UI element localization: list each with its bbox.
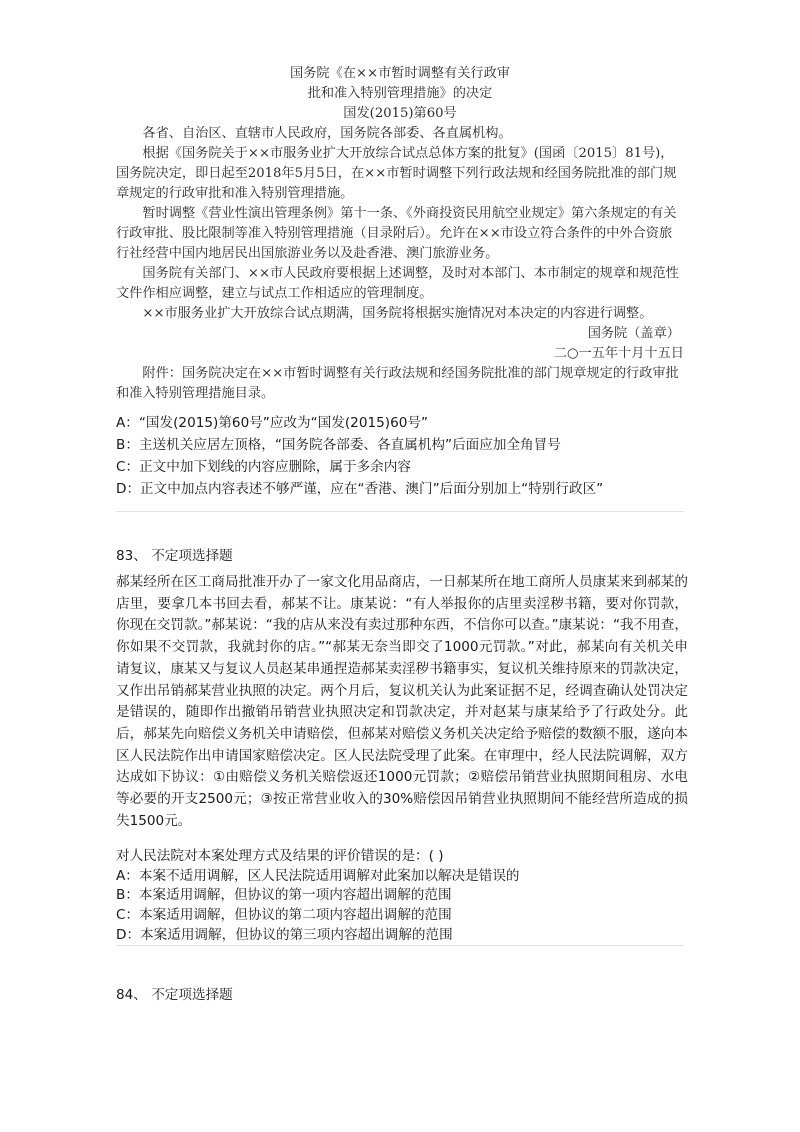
divider xyxy=(116,511,684,512)
doc-number: 国发(2015)第60号 xyxy=(343,106,457,121)
q83-option-a[interactable]: A：本案不适用调解，区人民法院适用调解对此案加以解决是错误的 xyxy=(116,867,520,884)
doc-paragraph-2: 暂时调整《营业性演出管理条例》第十一条、《外商投资民用航空业规定》第六条规定的有关行政审批、股比限制等准入特别管理措施（目录附后）。允许在××市设立符合条件的中外合资旅行社经营中国内地居民出国旅游业务以及赴香港、澳门旅游业务。 xyxy=(116,206,677,261)
doc-date: 二○一五年十月十五日 xyxy=(553,346,684,361)
q82-option-b[interactable]: B：主送机关应居左顶格，“国务院各部委、各直属机构”后面应加全角冒号 xyxy=(116,437,561,453)
q83-body xyxy=(116,572,688,832)
q83-options xyxy=(116,847,688,946)
q83-question: 对人民法院对本案处理方式及结果的评价错误的是：( ) xyxy=(116,848,444,864)
q83-option-d[interactable]: D：本案适用调解，但协议的第三项内容超出调解的范围 xyxy=(116,926,453,943)
doc-title-line2: 批和准入特别管理措施》的决定 xyxy=(307,86,493,101)
doc-paragraph-3: 国务院有关部门、××市人民政府要根据上述调整，及时对本部门、本市制定的规章和规范性文件作相应调整，建立与试点工作相适应的管理制度。 xyxy=(116,266,679,301)
q84-heading: 84、 不定项选择题 xyxy=(116,987,233,1003)
q82-options xyxy=(116,412,696,500)
q83-heading: 83、 不定项选择题 xyxy=(116,548,233,564)
doc-paragraph-4: ××市服务业扩大开放综合试点期满，国务院将根据实施情况对本决定的内容进行调整。 xyxy=(142,306,653,321)
doc-title-line1: 国务院《在××市暂时调整有关行政审 xyxy=(290,66,510,81)
doc-signature: 国务院（盖章） xyxy=(587,326,680,341)
doc-attachment: 附件：国务院决定在××市暂时调整有关行政法规和经国务院批准的部门规章规定的行政审批和准入特别管理措施目录。 xyxy=(116,366,679,401)
divider xyxy=(116,945,684,946)
doc-addressee: 各省、自治区、直辖市人民政府，国务院各部委、各直属机构。 xyxy=(142,126,512,141)
scanned-document xyxy=(116,64,684,404)
q82-option-a[interactable]: A：“国发(2015)第60号”应改为“国发(2015)60号” xyxy=(116,415,428,431)
q83-option-b[interactable]: B：本案适用调解，但协议的第一项内容超出调解的范围 xyxy=(116,887,452,904)
q82-option-c[interactable]: C：正文中加下划线的内容应删除，属于多余内容 xyxy=(116,459,411,475)
q83-option-c[interactable]: C：本案适用调解，但协议的第二项内容超出调解的范围 xyxy=(116,907,452,924)
doc-paragraph-1: 根据《国务院关于××市服务业扩大开放综合试点总体方案的批复》(国函〔2015〕81号)，国务院决定，即日起至2018年5月5日，在××市暂时调整下列行政法规和经国务院批准的部门规章规定的行政审批和准入特别管理措施。 xyxy=(116,146,677,201)
q82-option-d[interactable]: D：正文中加点内容表述不够严谨，应在“香港、澳门”后面分别加上“特别行政区” xyxy=(116,481,604,497)
q83-scenario: 郝某经所在区工商局批准开办了一家文化用品商店，一日郝某所在地工商所人员康某来到郝某的店里，要拿几本书回去看，郝某不让。康某说：“有人举报你的店里卖淫秽书籍，要对你罚款，你现在交罚款。”郝某说：“我的店从来没有卖过那种东西，不信你可以查。”康某说：“我不用查，你如果不交罚款，我就封你的店。”“郝某无奈当即交了1000元罚款。”对此，郝某向有关机关申请复议，康某又与复议人员赵某串通捏造郝某卖淫秽书籍事实，复议机关维持原来的罚款决定，又作出吊销郝某营业执照的决定。两个月后，复议机关认为此案证据不足，经调查确认处罚决定是错误的，随即作出撤销吊销营业执照决定和罚款决定，并对赵某与康某给予了行政处分。此后，郝某先向赔偿义务机关申请赔偿，但郝某对赔偿义务机关决定给予赔偿的数额不服，遂向本区人民法院作出申请国家赔偿决定。区人民法院受理了此案。在审理中，经人民法院调解，双方达成如下协议：①由赔偿义务机关赔偿返还1000元罚款；②赔偿吊销营业执照期间租房、水电等必要的开支2500元；③按正常营业收入的30%赔偿因吊销营业执照期间不能经营所造成的损失1500元。 xyxy=(116,574,688,829)
